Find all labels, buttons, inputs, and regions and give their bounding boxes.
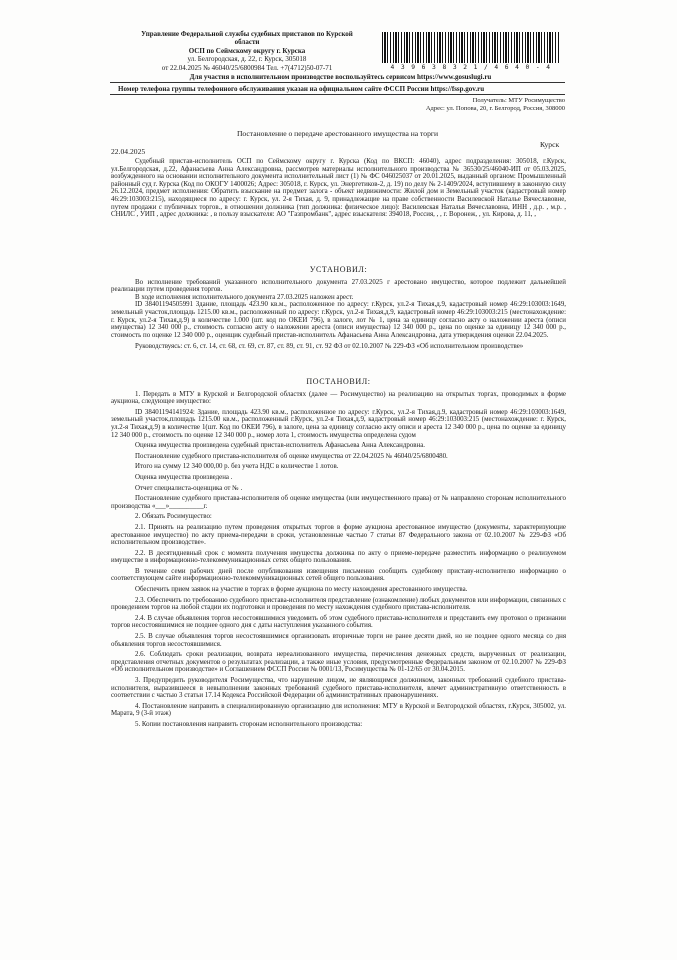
ustanovil-heading: УСТАНОВИЛ: bbox=[309, 265, 368, 274]
postanovil-paragraph: Постановление судебного пристава-исполнителя об оценке имущества от 22.04.2025 № 46040/25/6800480. bbox=[135, 452, 448, 460]
ustanovil-paragraph: В ходе исполнения исполнительного документа 27.03.2025 наложен арест. bbox=[135, 293, 354, 301]
postanovil-paragraph: 2.5. В случае объявления торгов несостоявшимися организовать вторичные торги не ранее десяти дней, но не позднее одного месяца со дня объявления торгов несостоявшимися. bbox=[111, 633, 566, 648]
postanovil-paragraph: 2.4. В случае объявления торгов несостоявшимися уведомить об этом судебного пристава-исполнителя и представить ему протокол о признании торгов несостоявшимися не позднее одного дня с даты наступления указанного события. bbox=[111, 614, 566, 630]
barcode-number: 4 3 9 6 3 8 3 2 1 / 4 6 4 0 - 4 bbox=[390, 64, 552, 71]
divider bbox=[110, 82, 565, 83]
ustanovil-section bbox=[111, 266, 566, 351]
issuer-header bbox=[118, 30, 376, 72]
barcode bbox=[382, 32, 560, 63]
postanovil-paragraph: ID 38401194141924: Здание, площадь 423.90 кв.м., расположенное по адресу: г.Курск, ул.2-я Тихая,д.9, кадастровый номер 46:29:103003:1649, земельный участок,площадь 1215.00 кв.м., расположенный г.Курск, ул.2-я Тихая,д.9, кадастровый номер 46:29:103003:215 (местонахождение: г. Курск, ул.2-я Тихая,д.9) в количестве 1(шт. Код по ОКЕИ 796), в залоге, цена за единицу согласно акту описи и ареста 12 340 000 р., цена по оценке за единицу 12 340 000 р., стоимость по оценке 12 340 000 р., номер лота 1, стоимость имущества определена судом bbox=[111, 408, 566, 439]
org-reference: от 22.04.2025 № 46040/25/6800984 Тел. +7(4712)50-07-71 bbox=[161, 63, 333, 72]
ustanovil-paragraph: ID 38401194505991 Здание, площадь 423.90 кв.м., расположенное по адресу: г.Курск, ул.2-я Тихая,д.9, кадастровый номер 46:29:103003:1649, земельный участок,площадь 1215.00 кв.м., расположенный по адресу: г.Курск, ул.2-я Тихая,д.9, кадастровый номер 46:29:103003:215 (местонахождение: г. Курск, ул.2-я Тихая,д.9) в количестве 1.000 (шт. код по ОКЕИ 796), в залоге, лот № 1, цена за единицу согласно акту о наложении ареста (описи имущества) 12 340 000 р., стоимость согласно акту о наложении ареста (описи имущества) 12 340 000 р., цена по оценке за единицу 12 340 000 р., стоимость по оценке 12 340 000 р., оценщик судебный пристав-исполнитель Афанасьева Анна Александровна, дата утверждения оценки 22.04.2025. bbox=[111, 301, 566, 339]
org-name-line1: Управление Федеральной службы судебных приставов по Курской bbox=[141, 30, 353, 38]
postanovil-paragraph: 3. Предупредить руководителя Росимущества, что нарушение лицом, не являющимся должником, законных требований судебного пристава-исполнителя, выразившееся в невыполнении законных требований судебного пристава-исполнителя, влечет административную ответственность в соответствии с частью 3 статьи 17.14 Кодекса Российской Федерации об административных правонарушениях. bbox=[111, 677, 566, 700]
postanovil-paragraph: 2. Обязать Росимущество: bbox=[135, 513, 212, 521]
recipient-name: Получатель: МТУ Росимущество bbox=[472, 97, 565, 104]
intro-text: Судебный пристав-исполнитель ОСП по Сеймскому округу г. Курска (Код по ВКСП: 46040), адрес подразделения: 305018, г.Курск, ул.Белгородская, д.22, Афанасьева Анна Александровна, рассмотрев материалы исполнительного производства № 36530/25/46040-ИП от 05.03.2025, возбужденного на основании исполнительного документа исполнительный лист (1) № ФС 046025037 от 20.01.2025, выданный органом: Промышленный районный суд г. Курска (Код по ОКОГУ 1400026; Адрес: 305018, г. Курск, ул. Энергетиков-2, д. 19) по делу № 2-1409/2024, вступившему в законную силу 26.12.2024, предмет исполнения: Обратить взыскание на предмет залога - объект недвижимости: Жилой дом и Земельный участок (кадастровый номер 46:29:103003:215), находящиеся по адресу: г. Курск, ул. 2-я Тихая, д. 9, принадлежащие на праве собственности Василевской Наталье Вячеславовне, путем продажи с публичных торгов., в отношении должника (тип должника: физическое лицо): Василевская Наталья Вячеславовна, ИНН , д.р. , м.р. , СНИЛС , УИП , адрес должника: , в пользу взыскателя: АО "Газпромбанк", адрес взыскателя: 394018, Россия, , , г. Воронеж, , ул. Кирова, д. 11, , bbox=[111, 158, 566, 219]
postanovil-paragraph: Отчет специалиста-оценщика от № . bbox=[135, 484, 243, 492]
postanovil-paragraph: 1. Передать в МТУ в Курской и Белгородской областях (далее — Росимущество) на реализацию на открытых торгах, проводимых в форме аукциона, следующее имущество: bbox=[111, 390, 566, 406]
org-address: ул. Белгородская, д. 22, г. Курск, 305018 bbox=[187, 55, 307, 64]
postanovil-paragraph: Итого на сумму 12 340 000,00 р. без учета НДС в количестве 1 лотов. bbox=[135, 463, 339, 471]
postanovil-paragraph: Обеспечить прием заявок на участие в торгах в форме аукциона по месту нахождения арестованного имущества. bbox=[135, 586, 468, 594]
divider bbox=[110, 94, 565, 95]
document-date: 22.04.2025 bbox=[111, 147, 146, 156]
recipient-address: Адрес: ул. Попова, 20, г. Белгород, Россия, 308000 bbox=[425, 105, 565, 112]
ustanovil-paragraph: Руководствуясь: ст. 6, ст. 14, ст. 68, ст. 69, ст. 87, ст. 89, ст. 91, ст. 92 ФЗ от 02.10.2007 № 229-ФЗ «Об исполнительном производстве» bbox=[135, 343, 524, 351]
document-title: Постановление о передаче арестованного имущества на торги bbox=[236, 129, 439, 138]
postanovil-paragraph: Постановление судебного пристава-исполнителя об оценке имущества (или имущественного права) от № направлено сторонам исполнительного производства «___»__________г. bbox=[111, 495, 566, 510]
org-name-line3: ОСП по Сеймскому округу г. Курска bbox=[188, 46, 306, 55]
postanovil-paragraph: 4. Постановление направить в специализированную организацию для исполнения: МТУ в Курской и Белгородской областях, г.Курск, 305002, ул. Марата, 9 (3-й этаж) bbox=[111, 702, 566, 718]
postanovil-paragraph: В течение семи рабочих дней после опубликования извещения письменно сообщить судебному приставу-исполнителю информацию о соответствующем сайте информационно-телекоммуникационных сетей общего пользования. bbox=[111, 567, 566, 583]
postanovil-paragraph: 2.3. Обеспечить по требованию судебного пристава-исполнителя представление (ознакомление) любых документов или информации, связанных с проведением торгов на любой стадии их подготовки и проведения по месту нахождения судебного пристава-исполнителя. bbox=[111, 596, 566, 612]
org-name-line2: области bbox=[234, 38, 260, 47]
postanovil-paragraph: 2.2. В десятидневный срок с момента получения имущества должника по акту о приеме-передаче разместить информацию о реализуемом имуществе в информационно-телекоммуникационных сетях общего пользования. bbox=[111, 549, 566, 565]
recipient-block bbox=[360, 97, 565, 113]
ustanovil-paragraph: Во исполнение требований указанного исполнительного документа 27.03.2025 г арестовано имущество, которое подлежит дальнейшей реализации путем проведения торгов. bbox=[111, 278, 566, 294]
postanovil-section bbox=[111, 378, 566, 729]
phone-notice: Номер телефона группы телефонного обслуживания указан на официальном сайте ФССП России https://fssp.gov.ru bbox=[118, 85, 485, 93]
document-city: Курск bbox=[540, 140, 560, 149]
postanovil-heading: ПОСТАНОВИЛ: bbox=[306, 377, 371, 386]
postanovil-paragraph: 5. Копии постановления направить сторонам исполнительного производства: bbox=[135, 720, 363, 728]
postanovil-paragraph: 2.6. Соблюдать сроки реализации, возврата нереализованного имущества, перечисления денежных средств, вырученных от реализации, представления отчетных документов о результатах реализации, а также иные условия, предусмотренные Федеральным законом от 02.10.2007 № 229-ФЗ «Об исполнительном производстве» и Соглашением ФССП России № 0001/13, Росимущества № 01-12/65 от 30.04.2015. bbox=[111, 651, 566, 674]
intro-paragraph bbox=[111, 158, 566, 219]
postanovil-paragraph: Оценка имущества произведена судебный пристав-исполнитель Афанасьева Анна Александровна. bbox=[135, 442, 425, 450]
gosuslugi-notice: Для участия в исполнительном производстве воспользуйтесь сервисом https://www.gosuslugi.ru bbox=[189, 73, 492, 81]
postanovil-paragraph: 2.1. Принять на реализацию путем проведения открытых торгов в форме аукциона арестованное имущество (документы, характеризующие арестованное имущество) по акту приема-передачи в сроки, установленные частью 7 статьи 87 Федерального закона от 02.10.2007 № 229-ФЗ «Об исполнительном производстве». bbox=[111, 523, 566, 547]
postanovil-paragraph: Оценка имущества произведена . bbox=[135, 473, 233, 481]
